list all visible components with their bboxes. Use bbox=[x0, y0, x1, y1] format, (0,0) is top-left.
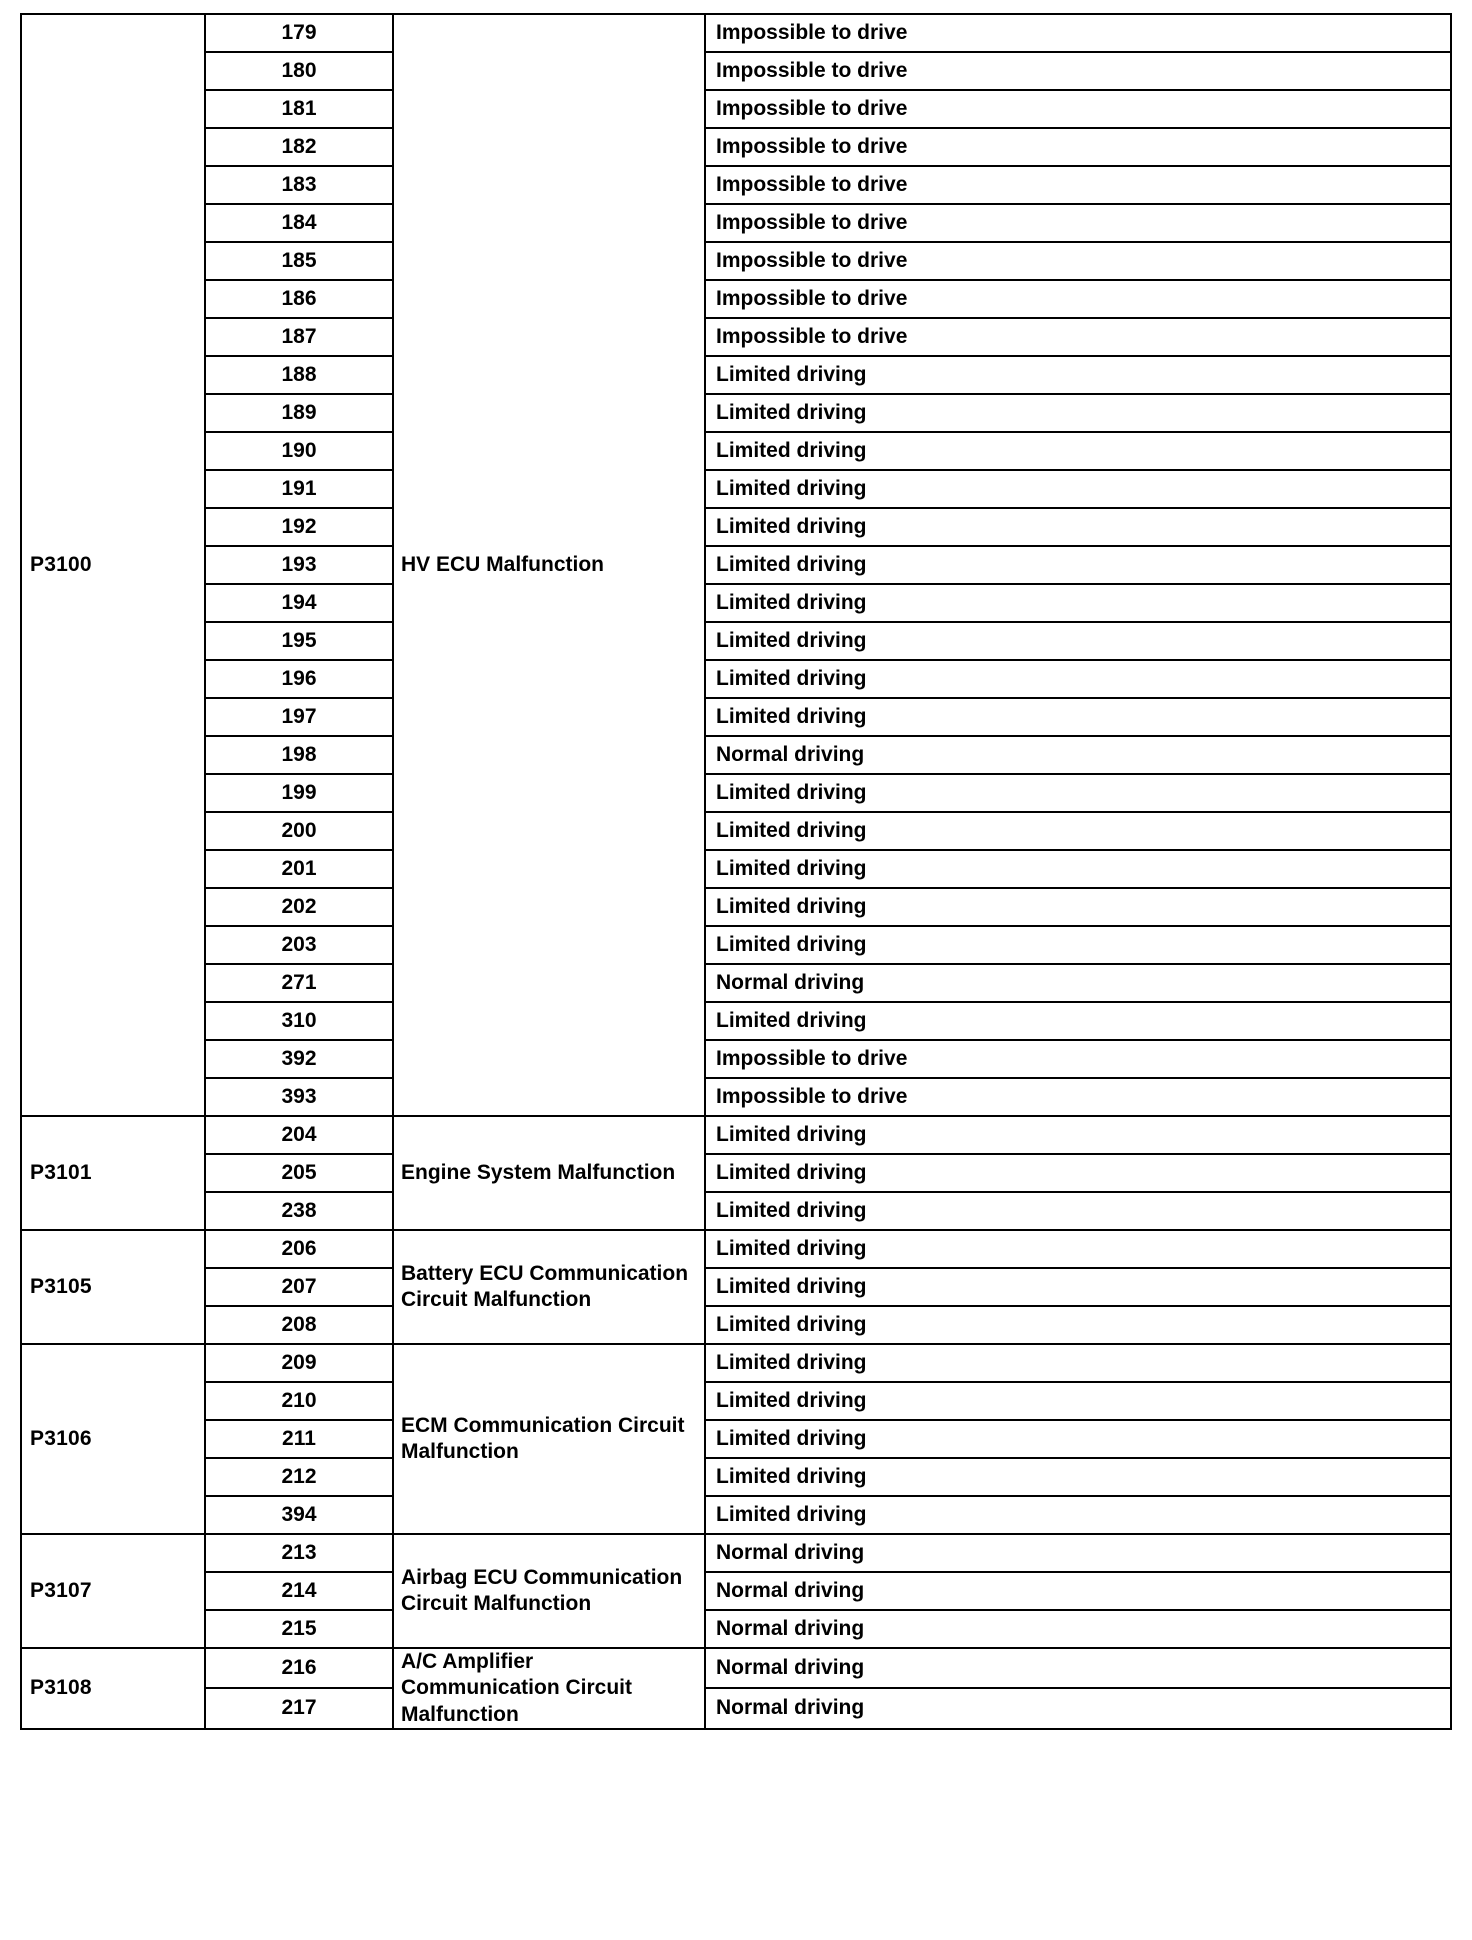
fail-safe-status: Normal driving bbox=[705, 1648, 1451, 1688]
info-code: 195 bbox=[205, 622, 393, 660]
fail-safe-status: Limited driving bbox=[705, 1382, 1451, 1420]
fail-safe-status: Impossible to drive bbox=[705, 128, 1451, 166]
fail-safe-status: Impossible to drive bbox=[705, 318, 1451, 356]
fail-safe-status: Impossible to drive bbox=[705, 166, 1451, 204]
fail-safe-status: Impossible to drive bbox=[705, 1040, 1451, 1078]
info-code: 214 bbox=[205, 1572, 393, 1610]
fail-safe-status: Limited driving bbox=[705, 888, 1451, 926]
table-row bbox=[21, 1648, 1451, 1688]
table-row bbox=[21, 888, 1451, 926]
dtc-code: P3105 bbox=[21, 1230, 205, 1344]
table-row bbox=[21, 14, 1451, 52]
table-row bbox=[21, 1154, 1451, 1192]
info-code: 208 bbox=[205, 1306, 393, 1344]
info-code: 198 bbox=[205, 736, 393, 774]
fail-safe-status: Normal driving bbox=[705, 1572, 1451, 1610]
table-row bbox=[21, 432, 1451, 470]
fail-safe-status: Normal driving bbox=[705, 736, 1451, 774]
dtc-code: P3101 bbox=[21, 1116, 205, 1230]
info-code: 189 bbox=[205, 394, 393, 432]
table-row bbox=[21, 1344, 1451, 1382]
table-row bbox=[21, 1078, 1451, 1116]
info-code: 213 bbox=[205, 1534, 393, 1572]
info-code: 196 bbox=[205, 660, 393, 698]
table-row bbox=[21, 128, 1451, 166]
table-row bbox=[21, 1192, 1451, 1230]
table-row bbox=[21, 356, 1451, 394]
dtc-table-body bbox=[21, 14, 1451, 1729]
table-row bbox=[21, 242, 1451, 280]
fail-safe-status: Limited driving bbox=[705, 470, 1451, 508]
info-code: 192 bbox=[205, 508, 393, 546]
fail-safe-status: Impossible to drive bbox=[705, 52, 1451, 90]
info-code: 217 bbox=[205, 1688, 393, 1728]
info-code: 271 bbox=[205, 964, 393, 1002]
fail-safe-status: Limited driving bbox=[705, 1344, 1451, 1382]
info-code: 394 bbox=[205, 1496, 393, 1534]
fail-safe-status: Impossible to drive bbox=[705, 90, 1451, 128]
info-code: 199 bbox=[205, 774, 393, 812]
info-code: 183 bbox=[205, 166, 393, 204]
fail-safe-status: Limited driving bbox=[705, 508, 1451, 546]
info-code: 212 bbox=[205, 1458, 393, 1496]
info-code: 206 bbox=[205, 1230, 393, 1268]
info-code: 194 bbox=[205, 584, 393, 622]
info-code: 203 bbox=[205, 926, 393, 964]
detection-item: A/C Amplifier Communication Circuit Malfunction bbox=[393, 1648, 705, 1729]
info-code: 179 bbox=[205, 14, 393, 52]
table-row bbox=[21, 1572, 1451, 1610]
table-row bbox=[21, 1458, 1451, 1496]
detection-item: ECM Communication Circuit Malfunction bbox=[393, 1344, 705, 1534]
info-code: 200 bbox=[205, 812, 393, 850]
table-row bbox=[21, 394, 1451, 432]
fail-safe-status: Limited driving bbox=[705, 546, 1451, 584]
detection-item: Engine System Malfunction bbox=[393, 1116, 705, 1230]
table-row bbox=[21, 926, 1451, 964]
fail-safe-status: Limited driving bbox=[705, 1268, 1451, 1306]
info-code: 210 bbox=[205, 1382, 393, 1420]
info-code: 187 bbox=[205, 318, 393, 356]
dtc-code: P3106 bbox=[21, 1344, 205, 1534]
fail-safe-status: Limited driving bbox=[705, 1458, 1451, 1496]
fail-safe-status: Limited driving bbox=[705, 1230, 1451, 1268]
table-row bbox=[21, 90, 1451, 128]
detection-item: Battery ECU Communication Circuit Malfunction bbox=[393, 1230, 705, 1344]
table-row bbox=[21, 1040, 1451, 1078]
table-row bbox=[21, 204, 1451, 242]
table-row bbox=[21, 964, 1451, 1002]
dtc-code: P3108 bbox=[21, 1648, 205, 1729]
dtc-code: P3100 bbox=[21, 14, 205, 1116]
fail-safe-status: Limited driving bbox=[705, 1306, 1451, 1344]
info-code: 188 bbox=[205, 356, 393, 394]
table-row bbox=[21, 1306, 1451, 1344]
info-code: 392 bbox=[205, 1040, 393, 1078]
fail-safe-status: Normal driving bbox=[705, 1610, 1451, 1648]
table-row bbox=[21, 1116, 1451, 1154]
fail-safe-status: Limited driving bbox=[705, 394, 1451, 432]
fail-safe-status: Limited driving bbox=[705, 926, 1451, 964]
info-code: 310 bbox=[205, 1002, 393, 1040]
info-code: 216 bbox=[205, 1648, 393, 1688]
table-row bbox=[21, 850, 1451, 888]
table-row bbox=[21, 812, 1451, 850]
fail-safe-status: Normal driving bbox=[705, 1534, 1451, 1572]
info-code: 190 bbox=[205, 432, 393, 470]
detection-item: HV ECU Malfunction bbox=[393, 14, 705, 1116]
fail-safe-status: Limited driving bbox=[705, 1154, 1451, 1192]
fail-safe-status: Impossible to drive bbox=[705, 280, 1451, 318]
info-code: 215 bbox=[205, 1610, 393, 1648]
info-code: 209 bbox=[205, 1344, 393, 1382]
table-row bbox=[21, 698, 1451, 736]
info-code: 193 bbox=[205, 546, 393, 584]
info-code: 197 bbox=[205, 698, 393, 736]
table-row bbox=[21, 1002, 1451, 1040]
fail-safe-status: Limited driving bbox=[705, 774, 1451, 812]
table-row bbox=[21, 1496, 1451, 1534]
table-row bbox=[21, 166, 1451, 204]
fail-safe-status: Limited driving bbox=[705, 1496, 1451, 1534]
fail-safe-status: Limited driving bbox=[705, 850, 1451, 888]
table-row bbox=[21, 1688, 1451, 1728]
fail-safe-status: Limited driving bbox=[705, 432, 1451, 470]
table-row bbox=[21, 584, 1451, 622]
table-row bbox=[21, 1610, 1451, 1648]
fail-safe-status: Limited driving bbox=[705, 698, 1451, 736]
fail-safe-status: Limited driving bbox=[705, 1192, 1451, 1230]
fail-safe-status: Limited driving bbox=[705, 1420, 1451, 1458]
fail-safe-status: Impossible to drive bbox=[705, 242, 1451, 280]
table-row bbox=[21, 622, 1451, 660]
table-row bbox=[21, 508, 1451, 546]
table-row bbox=[21, 546, 1451, 584]
fail-safe-status: Impossible to drive bbox=[705, 14, 1451, 52]
fail-safe-status: Normal driving bbox=[705, 964, 1451, 1002]
table-row bbox=[21, 470, 1451, 508]
info-code: 238 bbox=[205, 1192, 393, 1230]
fail-safe-status: Limited driving bbox=[705, 1116, 1451, 1154]
info-code: 202 bbox=[205, 888, 393, 926]
info-code: 204 bbox=[205, 1116, 393, 1154]
fail-safe-status: Limited driving bbox=[705, 660, 1451, 698]
info-code: 180 bbox=[205, 52, 393, 90]
info-code: 191 bbox=[205, 470, 393, 508]
info-code: 393 bbox=[205, 1078, 393, 1116]
table-row bbox=[21, 1382, 1451, 1420]
dtc-code: P3107 bbox=[21, 1534, 205, 1648]
fail-safe-status: Impossible to drive bbox=[705, 204, 1451, 242]
table-row bbox=[21, 52, 1451, 90]
info-code: 185 bbox=[205, 242, 393, 280]
table-row bbox=[21, 774, 1451, 812]
info-code: 207 bbox=[205, 1268, 393, 1306]
info-code: 182 bbox=[205, 128, 393, 166]
table-row bbox=[21, 660, 1451, 698]
info-code: 205 bbox=[205, 1154, 393, 1192]
fail-safe-status: Limited driving bbox=[705, 622, 1451, 660]
info-code: 181 bbox=[205, 90, 393, 128]
info-code: 184 bbox=[205, 204, 393, 242]
table-row bbox=[21, 1230, 1451, 1268]
table-row bbox=[21, 1534, 1451, 1572]
detection-item: Airbag ECU Communication Circuit Malfunction bbox=[393, 1534, 705, 1648]
fail-safe-status: Limited driving bbox=[705, 1002, 1451, 1040]
table-row bbox=[21, 1420, 1451, 1458]
info-code: 201 bbox=[205, 850, 393, 888]
info-code: 211 bbox=[205, 1420, 393, 1458]
dtc-table bbox=[20, 13, 1452, 1730]
fail-safe-status: Limited driving bbox=[705, 584, 1451, 622]
table-row bbox=[21, 736, 1451, 774]
fail-safe-status: Limited driving bbox=[705, 812, 1451, 850]
table-row bbox=[21, 318, 1451, 356]
fail-safe-status: Limited driving bbox=[705, 356, 1451, 394]
info-code: 186 bbox=[205, 280, 393, 318]
fail-safe-status: Impossible to drive bbox=[705, 1078, 1451, 1116]
fail-safe-status: Normal driving bbox=[705, 1688, 1451, 1728]
table-row bbox=[21, 1268, 1451, 1306]
table-row bbox=[21, 280, 1451, 318]
